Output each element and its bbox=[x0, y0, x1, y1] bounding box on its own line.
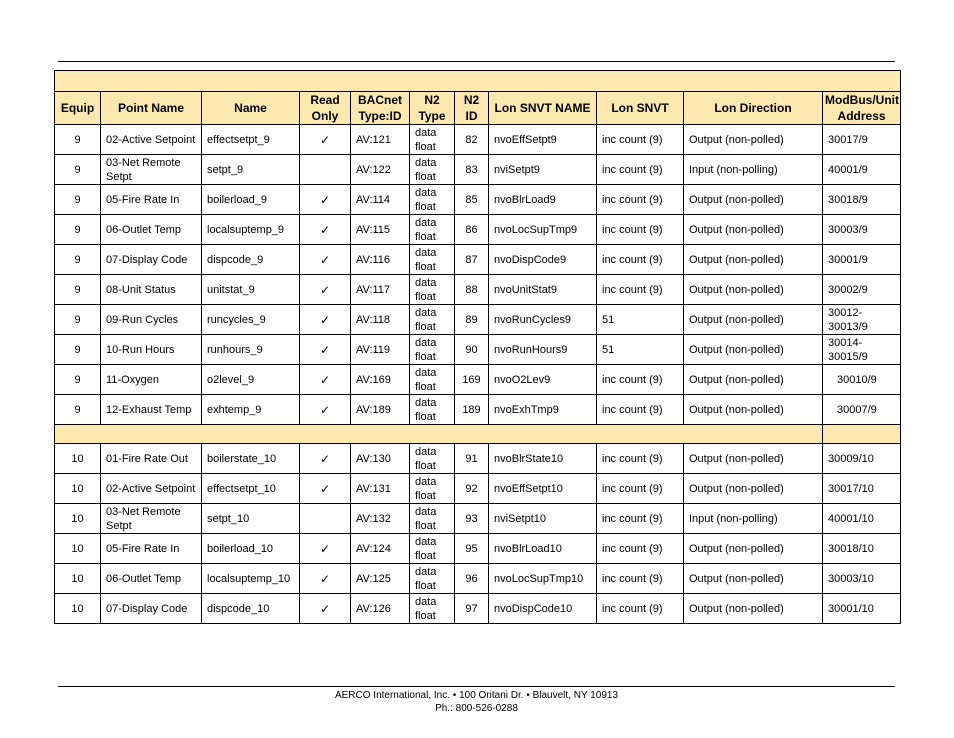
table-header-row bbox=[55, 92, 901, 125]
cell-point-name: 07-Display Code bbox=[101, 245, 202, 275]
cell-equip: 10 bbox=[55, 504, 101, 534]
cell-modbus-address: 30001/10 bbox=[823, 594, 901, 624]
cell-n2-type: data float bbox=[410, 335, 455, 365]
cell-lon-snvt: inc count (9) bbox=[597, 474, 684, 504]
cell-n2-id: 86 bbox=[455, 215, 489, 245]
cell-n2-id: 87 bbox=[455, 245, 489, 275]
cell-lon-snvt: inc count (9) bbox=[597, 215, 684, 245]
cell-modbus-address: 30009/10 bbox=[823, 444, 901, 474]
cell-lon-snvt: inc count (9) bbox=[597, 444, 684, 474]
cell-read-only: ✓ bbox=[300, 125, 351, 155]
equip-separator-band bbox=[55, 425, 901, 444]
cell-lon-snvt: inc count (9) bbox=[597, 395, 684, 425]
cell-read-only: ✓ bbox=[300, 534, 351, 564]
cell-lon-snvt-name: nvoLocSupTmp10 bbox=[489, 564, 597, 594]
table-row bbox=[55, 365, 901, 395]
cell-modbus-address: 30007/9 bbox=[823, 395, 901, 425]
cell-equip: 9 bbox=[55, 125, 101, 155]
table-row bbox=[55, 305, 901, 335]
table-title-band bbox=[55, 71, 901, 92]
cell-n2-type: data float bbox=[410, 305, 455, 335]
cell-bacnet-type: AV:115 bbox=[351, 215, 410, 245]
cell-n2-type: data float bbox=[410, 594, 455, 624]
cell-lon-snvt: inc count (9) bbox=[597, 534, 684, 564]
header-name: Name bbox=[202, 92, 300, 125]
cell-name: exhtemp_9 bbox=[202, 395, 300, 425]
header-lon-snvt-name: Lon SNVT NAME bbox=[489, 92, 597, 125]
cell-read-only bbox=[300, 504, 351, 534]
cell-n2-id: 83 bbox=[455, 155, 489, 185]
cell-modbus-address: 30001/9 bbox=[823, 245, 901, 275]
cell-read-only: ✓ bbox=[300, 564, 351, 594]
cell-lon-direction: Input (non-polling) bbox=[684, 504, 823, 534]
cell-bacnet-type: AV:122 bbox=[351, 155, 410, 185]
cell-n2-type: data float bbox=[410, 155, 455, 185]
cell-equip: 9 bbox=[55, 335, 101, 365]
table-row bbox=[55, 245, 901, 275]
cell-point-name: 02-Active Setpoint bbox=[101, 125, 202, 155]
cell-bacnet-type: AV:117 bbox=[351, 275, 410, 305]
cell-lon-snvt: inc count (9) bbox=[597, 185, 684, 215]
cell-name: boilerload_10 bbox=[202, 534, 300, 564]
cell-equip: 10 bbox=[55, 534, 101, 564]
cell-equip: 10 bbox=[55, 564, 101, 594]
cell-lon-direction: Output (non-polled) bbox=[684, 125, 823, 155]
cell-bacnet-type: AV:125 bbox=[351, 564, 410, 594]
cell-n2-id: 96 bbox=[455, 564, 489, 594]
table-row bbox=[55, 395, 901, 425]
table-row bbox=[55, 594, 901, 624]
cell-equip: 10 bbox=[55, 444, 101, 474]
cell-read-only: ✓ bbox=[300, 275, 351, 305]
table-row bbox=[55, 534, 901, 564]
table-row bbox=[55, 504, 901, 534]
cell-lon-snvt-name: nviSetpt9 bbox=[489, 155, 597, 185]
header-read-only: Read Only bbox=[300, 92, 351, 125]
cell-n2-id: 95 bbox=[455, 534, 489, 564]
cell-name: localsuptemp_10 bbox=[202, 564, 300, 594]
cell-n2-type: data float bbox=[410, 275, 455, 305]
cell-name: effectsetpt_10 bbox=[202, 474, 300, 504]
header-modbus-address: ModBus/Unit Address bbox=[823, 92, 901, 125]
table-row bbox=[55, 215, 901, 245]
table-row bbox=[55, 335, 901, 365]
cell-lon-direction: Output (non-polled) bbox=[684, 444, 823, 474]
cell-lon-snvt: inc count (9) bbox=[597, 365, 684, 395]
header-lon-direction: Lon Direction bbox=[684, 92, 823, 125]
cell-n2-type: data float bbox=[410, 185, 455, 215]
cell-read-only: ✓ bbox=[300, 365, 351, 395]
points-table bbox=[54, 70, 901, 624]
cell-point-name: 01-Fire Rate Out bbox=[101, 444, 202, 474]
cell-name: effectsetpt_9 bbox=[202, 125, 300, 155]
cell-n2-type: data float bbox=[410, 504, 455, 534]
cell-lon-snvt-name: nvoRunHours9 bbox=[489, 335, 597, 365]
cell-lon-direction: Output (non-polled) bbox=[684, 275, 823, 305]
cell-read-only: ✓ bbox=[300, 474, 351, 504]
cell-read-only: ✓ bbox=[300, 594, 351, 624]
cell-lon-snvt-name: nvoDispCode9 bbox=[489, 245, 597, 275]
cell-point-name: 03-Net Remote Setpt bbox=[101, 155, 202, 185]
cell-bacnet-type: AV:131 bbox=[351, 474, 410, 504]
cell-lon-snvt: 51 bbox=[597, 335, 684, 365]
cell-n2-type: data float bbox=[410, 474, 455, 504]
cell-modbus-address: 30003/9 bbox=[823, 215, 901, 245]
cell-point-name: 12-Exhaust Temp bbox=[101, 395, 202, 425]
table-row bbox=[55, 444, 901, 474]
cell-lon-snvt-name: nviSetpt10 bbox=[489, 504, 597, 534]
table-row bbox=[55, 564, 901, 594]
table-row bbox=[55, 155, 901, 185]
cell-lon-direction: Output (non-polled) bbox=[684, 594, 823, 624]
cell-lon-direction: Output (non-polled) bbox=[684, 365, 823, 395]
cell-lon-snvt-name: nvoBlrLoad10 bbox=[489, 534, 597, 564]
cell-name: o2level_9 bbox=[202, 365, 300, 395]
cell-read-only bbox=[300, 155, 351, 185]
cell-n2-type: data float bbox=[410, 215, 455, 245]
cell-n2-id: 85 bbox=[455, 185, 489, 215]
cell-modbus-address: 30017/9 bbox=[823, 125, 901, 155]
cell-n2-type: data float bbox=[410, 245, 455, 275]
table-row bbox=[55, 275, 901, 305]
cell-lon-direction: Output (non-polled) bbox=[684, 215, 823, 245]
cell-equip: 9 bbox=[55, 215, 101, 245]
cell-lon-snvt: inc count (9) bbox=[597, 275, 684, 305]
cell-lon-snvt-name: nvoUnitStat9 bbox=[489, 275, 597, 305]
footer-address: AERCO International, Inc. • 100 Oritani Dr. • Blauvelt, NY 10913 bbox=[334, 690, 619, 701]
cell-lon-snvt: 51 bbox=[597, 305, 684, 335]
cell-n2-type: data float bbox=[410, 444, 455, 474]
cell-modbus-address: 30018/9 bbox=[823, 185, 901, 215]
cell-bacnet-type: AV:130 bbox=[351, 444, 410, 474]
cell-modbus-address: 30018/10 bbox=[823, 534, 901, 564]
header-lon-snvt: Lon SNVT bbox=[597, 92, 684, 125]
cell-lon-snvt-name: nvoExhTmp9 bbox=[489, 395, 597, 425]
cell-lon-snvt: inc count (9) bbox=[597, 564, 684, 594]
table-row bbox=[55, 185, 901, 215]
cell-lon-snvt-name: nvoBlrState10 bbox=[489, 444, 597, 474]
cell-lon-snvt-name: nvoEffSetpt9 bbox=[489, 125, 597, 155]
cell-n2-id: 92 bbox=[455, 474, 489, 504]
cell-bacnet-type: AV:119 bbox=[351, 335, 410, 365]
cell-equip: 9 bbox=[55, 395, 101, 425]
cell-lon-snvt: inc count (9) bbox=[597, 504, 684, 534]
cell-name: setpt_9 bbox=[202, 155, 300, 185]
cell-equip: 9 bbox=[55, 155, 101, 185]
cell-n2-id: 89 bbox=[455, 305, 489, 335]
cell-lon-direction: Output (non-polled) bbox=[684, 534, 823, 564]
cell-modbus-address: 30014-30015/9 bbox=[823, 335, 901, 365]
header-point-name: Point Name bbox=[101, 92, 202, 125]
cell-equip: 9 bbox=[55, 185, 101, 215]
cell-equip: 9 bbox=[55, 305, 101, 335]
cell-bacnet-type: AV:189 bbox=[351, 395, 410, 425]
cell-lon-direction: Output (non-polled) bbox=[684, 395, 823, 425]
cell-lon-snvt: inc count (9) bbox=[597, 245, 684, 275]
table-row bbox=[55, 474, 901, 504]
cell-lon-snvt-name: nvoEffSetpt10 bbox=[489, 474, 597, 504]
cell-n2-id: 91 bbox=[455, 444, 489, 474]
cell-point-name: 09-Run Cycles bbox=[101, 305, 202, 335]
cell-name: unitstat_9 bbox=[202, 275, 300, 305]
cell-bacnet-type: AV:114 bbox=[351, 185, 410, 215]
header-n2-type: N2 Type bbox=[410, 92, 455, 125]
cell-n2-type: data float bbox=[410, 534, 455, 564]
header-n2-id: N2 ID bbox=[455, 92, 489, 125]
cell-lon-snvt-name: nvoLocSupTmp9 bbox=[489, 215, 597, 245]
cell-equip: 10 bbox=[55, 474, 101, 504]
cell-equip: 10 bbox=[55, 594, 101, 624]
cell-lon-snvt: inc count (9) bbox=[597, 155, 684, 185]
cell-point-name: 10-Run Hours bbox=[101, 335, 202, 365]
cell-point-name: 02-Active Setpoint bbox=[101, 474, 202, 504]
cell-read-only: ✓ bbox=[300, 395, 351, 425]
cell-n2-id: 189 bbox=[455, 395, 489, 425]
cell-bacnet-type: AV:126 bbox=[351, 594, 410, 624]
cell-point-name: 06-Outlet Temp bbox=[101, 215, 202, 245]
cell-lon-direction: Input (non-polling) bbox=[684, 155, 823, 185]
cell-point-name: 08-Unit Status bbox=[101, 275, 202, 305]
cell-modbus-address: 30017/10 bbox=[823, 474, 901, 504]
cell-lon-direction: Output (non-polled) bbox=[684, 305, 823, 335]
cell-n2-type: data float bbox=[410, 125, 455, 155]
cell-n2-id: 90 bbox=[455, 335, 489, 365]
cell-equip: 9 bbox=[55, 365, 101, 395]
cell-modbus-address: 30012-30013/9 bbox=[823, 305, 901, 335]
page-header-rule bbox=[58, 61, 895, 62]
header-equip: Equip bbox=[55, 92, 101, 125]
cell-point-name: 11-Oxygen bbox=[101, 365, 202, 395]
cell-point-name: 06-Outlet Temp bbox=[101, 564, 202, 594]
cell-modbus-address: 40001/9 bbox=[823, 155, 901, 185]
cell-bacnet-type: AV:118 bbox=[351, 305, 410, 335]
cell-read-only: ✓ bbox=[300, 335, 351, 365]
cell-lon-snvt-name: nvoO2Lev9 bbox=[489, 365, 597, 395]
cell-read-only: ✓ bbox=[300, 444, 351, 474]
cell-lon-direction: Output (non-polled) bbox=[684, 335, 823, 365]
cell-n2-id: 82 bbox=[455, 125, 489, 155]
cell-read-only: ✓ bbox=[300, 185, 351, 215]
header-bacnet: BACnet Type:ID bbox=[351, 92, 410, 125]
page-footer bbox=[58, 689, 895, 715]
cell-read-only: ✓ bbox=[300, 305, 351, 335]
cell-n2-id: 97 bbox=[455, 594, 489, 624]
cell-name: boilerstate_10 bbox=[202, 444, 300, 474]
footer-phone: Ph.: 800-526-0288 bbox=[435, 703, 518, 714]
cell-name: runcycles_9 bbox=[202, 305, 300, 335]
cell-n2-id: 93 bbox=[455, 504, 489, 534]
cell-lon-snvt: inc count (9) bbox=[597, 594, 684, 624]
cell-modbus-address: 30010/9 bbox=[823, 365, 901, 395]
cell-equip: 9 bbox=[55, 275, 101, 305]
page-footer-rule bbox=[58, 686, 895, 687]
cell-modbus-address: 30002/9 bbox=[823, 275, 901, 305]
cell-bacnet-type: AV:132 bbox=[351, 504, 410, 534]
cell-lon-snvt-name: nvoDispCode10 bbox=[489, 594, 597, 624]
cell-read-only: ✓ bbox=[300, 215, 351, 245]
cell-point-name: 07-Display Code bbox=[101, 594, 202, 624]
cell-equip: 9 bbox=[55, 245, 101, 275]
cell-n2-id: 169 bbox=[455, 365, 489, 395]
cell-name: dispcode_9 bbox=[202, 245, 300, 275]
table-row bbox=[55, 125, 901, 155]
cell-n2-type: data float bbox=[410, 365, 455, 395]
cell-name: boilerload_9 bbox=[202, 185, 300, 215]
cell-lon-direction: Output (non-polled) bbox=[684, 185, 823, 215]
cell-n2-type: data float bbox=[410, 395, 455, 425]
cell-bacnet-type: AV:169 bbox=[351, 365, 410, 395]
cell-lon-direction: Output (non-polled) bbox=[684, 245, 823, 275]
cell-lon-direction: Output (non-polled) bbox=[684, 474, 823, 504]
cell-modbus-address: 30003/10 bbox=[823, 564, 901, 594]
cell-bacnet-type: AV:116 bbox=[351, 245, 410, 275]
cell-name: setpt_10 bbox=[202, 504, 300, 534]
cell-point-name: 05-Fire Rate In bbox=[101, 534, 202, 564]
cell-n2-type: data float bbox=[410, 564, 455, 594]
cell-read-only: ✓ bbox=[300, 245, 351, 275]
cell-lon-direction: Output (non-polled) bbox=[684, 564, 823, 594]
cell-bacnet-type: AV:124 bbox=[351, 534, 410, 564]
cell-name: dispcode_10 bbox=[202, 594, 300, 624]
cell-name: localsuptemp_9 bbox=[202, 215, 300, 245]
cell-lon-snvt-name: nvoBlrLoad9 bbox=[489, 185, 597, 215]
cell-lon-snvt: inc count (9) bbox=[597, 125, 684, 155]
cell-bacnet-type: AV:121 bbox=[351, 125, 410, 155]
cell-name: runhours_9 bbox=[202, 335, 300, 365]
cell-point-name: 05-Fire Rate In bbox=[101, 185, 202, 215]
cell-n2-id: 88 bbox=[455, 275, 489, 305]
cell-point-name: 03-Net Remote Setpt bbox=[101, 504, 202, 534]
cell-lon-snvt-name: nvoRunCycles9 bbox=[489, 305, 597, 335]
cell-modbus-address: 40001/10 bbox=[823, 504, 901, 534]
